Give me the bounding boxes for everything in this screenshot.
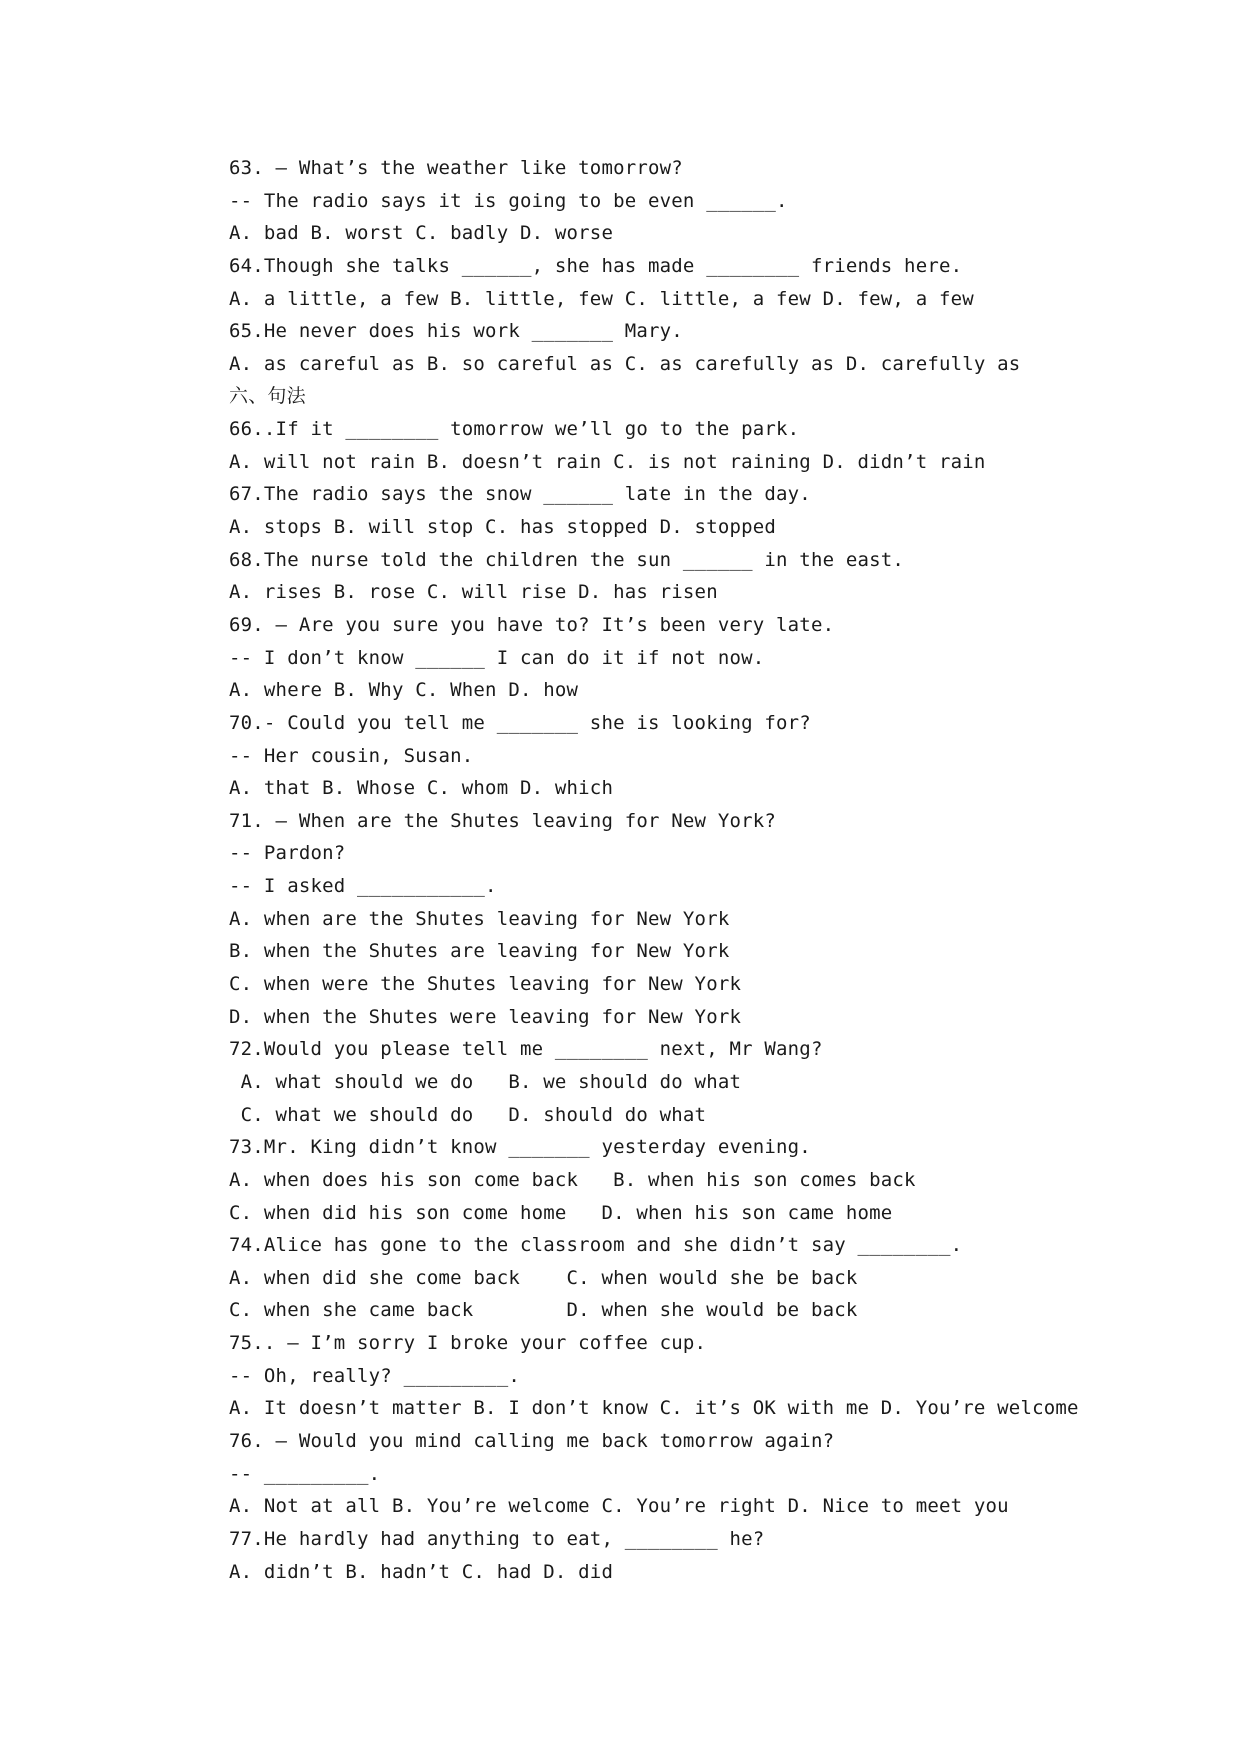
text-line: 68.The nurse told the children the sun ______ in the east. <box>229 548 905 571</box>
text-line: A. a little, a few B. little, few C. little, a few D. few, a few <box>229 287 974 310</box>
text-line: -- Her cousin, Susan. <box>229 744 474 767</box>
text-line: A. stops B. will stop C. has stopped D. stopped <box>229 516 777 539</box>
exercise-text <box>229 152 1129 1588</box>
text-line: -- Oh, really? _________. <box>229 1364 520 1387</box>
text-line: A. Not at all B. You’re welcome C. You’re right D. Nice to meet you <box>229 1495 1009 1518</box>
text-line: C. when did his son come home D. when his son came home <box>229 1201 893 1224</box>
text-line: -- I don’t know ______ I can do it if not now. <box>229 646 765 669</box>
text-line: C. what we should do D. should do what <box>229 1103 707 1126</box>
text-line: C. when she came back D. when she would be back <box>229 1299 858 1322</box>
text-line: 75.. – I’m sorry I broke your coffee cup. <box>229 1332 707 1355</box>
text-line: 73.Mr. King didn’t know _______ yesterday evening. <box>229 1136 811 1159</box>
text-line: -- The radio says it is going to be even ______. <box>229 189 788 212</box>
section-heading: 六、句法 <box>229 385 306 408</box>
text-line: D. when the Shutes were leaving for New York <box>229 1005 742 1028</box>
text-line: A. where B. Why C. When D. how <box>229 679 579 702</box>
text-line: -- I asked ___________. <box>229 875 497 898</box>
text-line: 76. – Would you mind calling me back tomorrow again? <box>229 1429 835 1452</box>
text-line: 63. – What’s the weather like tomorrow? <box>229 157 683 179</box>
text-line: 64.Though she talks ______, she has made ________ friends here. <box>229 254 963 277</box>
text-line: 77.He hardly had anything to eat, ________ he? <box>229 1527 765 1550</box>
text-line: A. bad B. worst C. badly D. worse <box>229 222 614 245</box>
text-line: -- Pardon? <box>229 842 346 865</box>
text-line: 67.The radio says the snow ______ late in the day. <box>229 483 811 506</box>
text-line: A. that B. Whose C. whom D. which <box>229 777 614 800</box>
text-line: C. when were the Shutes leaving for New York <box>229 973 742 996</box>
text-line: -- _________. <box>229 1462 381 1485</box>
text-line: A. It doesn’t matter B. I don’t know C. it’s OK with me D. You’re welcome <box>229 1397 1079 1420</box>
text-line: 71. – When are the Shutes leaving for New York? <box>229 809 777 832</box>
text-line: A. when did she come back C. when would she be back <box>229 1266 858 1289</box>
text-line: 69. – Are you sure you have to? It’s been very late. <box>229 613 835 636</box>
text-line: A. didn’t B. hadn’t C. had D. did <box>229 1560 614 1583</box>
text-line: A. when are the Shutes leaving for New York <box>229 907 730 930</box>
text-line: 66..If it ________ tomorrow we’ll go to the park. <box>229 418 800 441</box>
text-line: A. as careful as B. so careful as C. as carefully as D. carefully as <box>229 352 1021 375</box>
text-line: A. will not rain B. doesn’t rain C. is not raining D. didn’t rain <box>229 450 986 473</box>
text-line: A. when does his son come back B. when his son comes back <box>229 1168 916 1191</box>
text-line: 70.- Could you tell me _______ she is looking for? <box>229 711 811 734</box>
text-line: 72.Would you please tell me ________ next, Mr Wang? <box>229 1038 823 1061</box>
text-line: A. rises B. rose C. will rise D. has risen <box>229 581 718 604</box>
text-line: 65.He never does his work _______ Mary. <box>229 320 683 343</box>
text-line: B. when the Shutes are leaving for New York <box>229 940 730 963</box>
text-line: 74.Alice has gone to the classroom and she didn’t say ________. <box>229 1234 963 1257</box>
text-line: A. what should we do B. we should do what <box>229 1070 742 1093</box>
